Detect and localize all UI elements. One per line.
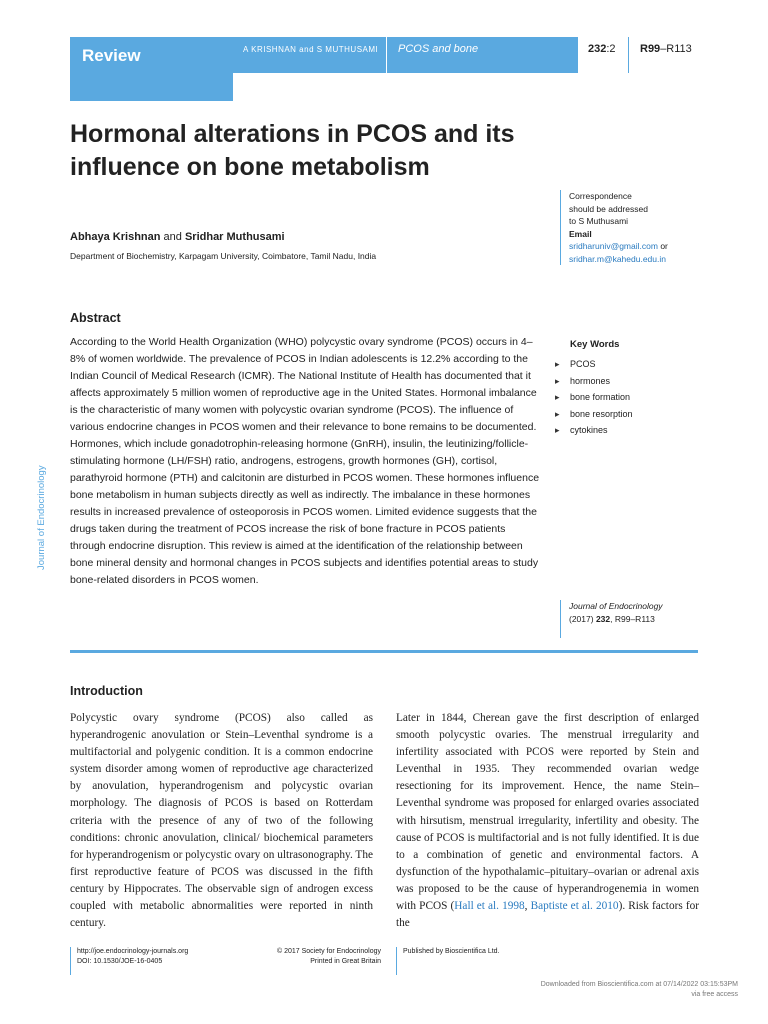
- citation-link[interactable]: Hall et al. 1998: [454, 900, 525, 913]
- section-divider: [70, 650, 698, 653]
- issue-number: 232:2: [588, 43, 616, 55]
- header-divider: [386, 37, 387, 73]
- section-label: Review: [82, 46, 141, 65]
- keywords-list: [555, 356, 633, 439]
- abstract-text: According to the World Health Organization (WHO) polycystic ovary syndrome (PCOS) occurs in 4–8% of women worldwide. The prevalence of PCOS in Indian adolescents is 12.2% according to the Indian Council of Medical Research (ICMR). The National Institute of Health has documented that it affects approximately 5 million women of reproductive age in the United States. Hormonal imbalance is the characteristic of many women with polycystic ovarian syndrome (PCOS). The influence of various endocrine changes in PCOS women and their relevance to bone remains to be documented. Hormones, which include gonadotrophin-releasing hormone (GnRH), insulin, the leutinizing/follicle-stimulating hormone (LH/FSH) ratio, androgens, estrogens, growth hormones (GH), cortisol, parathyroid hormone (PTH) and calcitonin are disturbed in PCOS women. These hormones influence bone metabolism in human subjects directly as well as indirectly. The imbalance in these hormones results in increased prevalence of osteoporosis in PCOS women. Limited evidence suggests that the drugs taken during the treatment of PCOS increase the risk of bone fracture in PCOS patients through endocrine disruption. This review is aimed at the identification of the relationship between bone mineral density and hormonal changes in PCOS subjects and identifies potential areas to study bone-related disorders in PCOS women.: [70, 336, 540, 586]
- header-divider: [628, 37, 629, 73]
- running-topic: PCOS and bone: [398, 43, 479, 55]
- keyword-item: ▸ bone resorption: [555, 406, 633, 423]
- abstract-heading: Abstract: [70, 311, 121, 325]
- affiliation: Department of Biochemistry, Karpagam University, Coimbatore, Tamil Nadu, India: [70, 251, 377, 261]
- keyword-item: ▸ PCOS: [555, 356, 633, 373]
- email-link[interactable]: sridhar.m@kahedu.edu.in: [569, 253, 666, 264]
- page-range: R99–R113: [640, 43, 692, 55]
- keyword-item: ▸ cytokines: [555, 422, 633, 439]
- keyword-item: ▸ bone formation: [555, 389, 633, 406]
- author-name: Abhaya Krishnan: [70, 231, 161, 243]
- journal-url[interactable]: http://joe.endocrinology-journals.org: [77, 948, 189, 955]
- footer-publisher: Published by Bioscientifica Ltd.: [396, 947, 703, 975]
- download-notice: Downloaded from Bioscientifica.com at 07/14/2022 03:15:53PM via free access: [540, 981, 738, 998]
- article-title: Hormonal alterations in PCOS and its influence on bone metabolism: [70, 120, 515, 181]
- body-column-left: Polycystic ovary syndrome (PCOS) also called as hyperandrogenic anovulation or Stein–Leventhal syndrome is a multifactorial and polygenic condition. It is a common endocrine system disorder among women of reproductive age characterized by anovulation, hyperandrogenism and polycystic ovarian morphology. The diagnosis of PCOS is based on Rotterdam criteria with the presence of any of two of the following conditions: chronic anovulation, clinical/ biochemical parameters for hyperandrogenism or polycystic ovary on ultrasonography. The first reproductive feature of PCOS was discussed in the fifth century by Hippocrates. The observable sign of androgen excess coupled with metabolic abnormalities were reported in ninth century.: [70, 712, 373, 930]
- email-link[interactable]: sridharuniv@gmail.com: [569, 241, 658, 251]
- introduction-heading: Introduction: [70, 684, 143, 698]
- running-authors: A KRISHNAN and S MUTHUSAMI: [243, 45, 379, 54]
- footer-journal-info: http://joe.endocrinology-journals.org DOI: 10.1530/JOE-16-0405 © 2017 Society for Endocrinology Printed in Great Britain: [70, 947, 381, 975]
- correspondence-box: Correspondence should be addressed to S Muthusami Email sridharuniv@gmail.com or sridhar.m@kahedu.edu.in: [560, 190, 707, 265]
- journal-citation: Journal of Endocrinology (2017) 232, R99–R113: [560, 600, 707, 638]
- author-line: Abhaya Krishnan and Sridhar Muthusami: [70, 231, 285, 243]
- doi: DOI: 10.1530/JOE-16-0405: [77, 958, 163, 965]
- keyword-item: ▸ hormones: [555, 373, 633, 390]
- citation-link[interactable]: Baptiste et al. 2010: [530, 900, 619, 913]
- author-name: Sridhar Muthusami: [184, 231, 285, 243]
- keywords-heading: Key Words: [570, 339, 620, 350]
- body-column-right: Later in 1844, Cherean gave the first description of enlarged smooth polycystic ovaries. The menstrual irregularity and infertility associated with PCOS were reported by Stein and Leventhal in 1935. They recommended ovarian wedge resectioning for its improvement. Hence, the name Stein–Leventhal syndrome was proposed for enlarged ovaries associated with hirsutism, menstrual irregularity, infertility and obesity. The cause of PCOS is multifactorial and is not fully identified. It is due to a combination of genetic and environmental factors. A dysfunction of the hypothalamic–pituitary–ovarian or adrenal axis was proposed to be the cause of hyperandrogenemia in women with PCOS (Hall et al. 1998, Baptiste et al. 2010). Risk factors for the: [396, 712, 699, 930]
- side-journal-label: Journal of Endocrinology: [36, 465, 47, 570]
